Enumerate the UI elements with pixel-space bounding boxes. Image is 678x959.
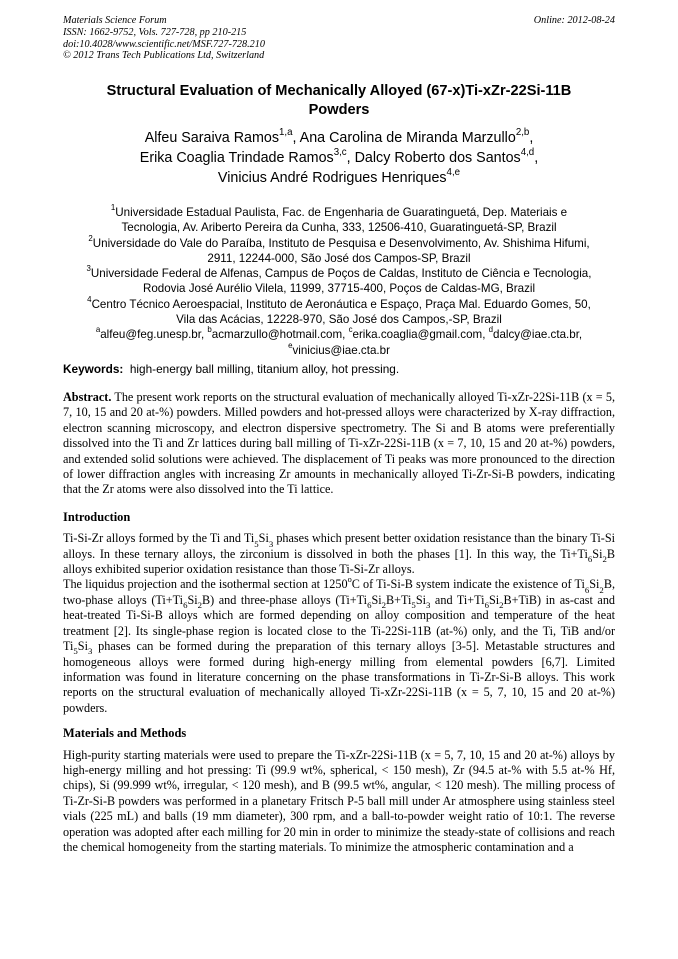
email-address[interactable]: alfeu@feg.unesp.br, xyxy=(100,328,208,342)
author-affil-mark: 4,d xyxy=(520,146,535,158)
text-run: The liquidus projection and the isothermal section at 1250 xyxy=(63,577,348,592)
affiliation-number: 4 xyxy=(87,294,92,304)
subscript: 5 xyxy=(254,538,259,549)
superscript: o xyxy=(347,575,352,585)
author-name: Vinicius André Rodrigues Henriques xyxy=(217,170,447,186)
affiliation-text: Universidade Estadual Paulista, Fac. de Engenharia de Guaratinguetá, Dep. Materiais e xyxy=(115,206,568,219)
author-line-1 xyxy=(63,128,615,148)
affiliation-4 xyxy=(60,294,618,312)
author-name: , Dalcy Roberto dos Santos xyxy=(346,150,521,166)
email-address[interactable]: acmarzullo@hotmail.com, xyxy=(211,328,349,342)
text-run: Si xyxy=(258,531,269,546)
subscript: 3 xyxy=(268,538,274,549)
text-run: B+Ti xyxy=(386,592,412,607)
affiliation-text: Universidade Federal de Alfenas, Campus de Poços de Caldas, Instituto de Ciência e Tecnologia, xyxy=(90,267,592,281)
email-address[interactable]: dalcy@iae.cta.br, xyxy=(493,328,583,342)
affiliation-4-cont: Vila das Acácias, 12228-970, São José dos Campos,-SP, Brazil xyxy=(176,313,502,327)
text-run: phases can be formed during the preparation of this ternary alloys [3-5]. Metastable structures and homogeneous alloys were formed during high-energy milling from elemental powders [6,7]. Limited information was found in literature concerning on the phase transformations in Ti-Zr-Si-B alloys. This work reports on the structural evaluation of mechanically alloyed Ti-xZr-22Si-11B (x = 5, 7, 10, 15 and 20 at-%) powders. xyxy=(63,639,615,715)
subscript: 6 xyxy=(183,600,188,611)
author-name: Erika Coaglia Trindade Ramos xyxy=(139,150,334,166)
text-run: Si xyxy=(371,592,382,607)
affiliation-2 xyxy=(60,233,618,251)
text-run: and Ti+Ti xyxy=(430,592,485,607)
author-separator: , xyxy=(534,150,539,166)
introduction-heading: Introduction xyxy=(63,509,131,524)
text-run: B alloys exhibited superior oxidation resistance than those Ti-Si-Zr alloys. xyxy=(63,546,615,577)
text-run: Si xyxy=(589,577,600,592)
subscript: 2 xyxy=(599,584,604,595)
email-address[interactable]: vinicius@iae.cta.br xyxy=(292,343,390,357)
author-line-3 xyxy=(63,168,615,188)
author-separator: , xyxy=(529,130,534,146)
journal-name: Materials Science Forum xyxy=(63,15,167,26)
author-affil-mark: 4,e xyxy=(446,166,461,178)
email-address[interactable]: erika.coaglia@gmail.com, xyxy=(352,328,489,342)
email-mark: b xyxy=(207,325,212,335)
author-affil-mark: 1,a xyxy=(278,126,293,138)
methods-paragraph-1: High-purity starting materials were used to prepare the Ti-xZr-22Si-11B (x = 5, 7, 10, 15 and 20 at-%) alloys by high-energy milling and hot pressing: Ti (99.9 wt%, spherical, < 150 mesh), Zr (94.5 at-% with 5.5 at-% Hf, chips), Si (99.999 wt%, irregular, < 120 mesh), and B (99.5 wt%, angular, < 120 mesh). The milling process of Ti-Zr-Si-B powders was performed in a planetary Fritsch P-5 ball mill under Ar atmosphere using stainless steel vials (225 mL) and balls (19 mm diameter), 300 rpm, and a ball-to-powder weight ratio of 10:1. The reverse operation was adopted after each milling for 20 min in order to minimize the steady-state of collisions and reach the chemical homogeneity from the starting materials. To minimize the atmospheric contamination and a xyxy=(63,747,615,854)
journal-header xyxy=(63,15,615,62)
text-run: B, two-phase alloys (Ti+Ti xyxy=(63,577,615,607)
affiliation-number: 1 xyxy=(110,202,116,212)
subscript: 2 xyxy=(602,553,607,564)
author-affil-mark: 3,c xyxy=(333,146,347,158)
text-run: Si xyxy=(187,592,198,607)
affiliations xyxy=(60,202,618,358)
paper-title xyxy=(63,82,615,120)
issn-line: ISSN: 1662-9752, Vols. 727-728, pp 210-215 xyxy=(63,26,247,38)
subscript: 6 xyxy=(587,553,593,564)
email-mark: c xyxy=(348,325,353,335)
copyright-line: © 2012 Trans Tech Publications Ltd, Switzerland xyxy=(63,50,265,62)
affiliation-3-cont: Rodovia José Aurélio Vilela, 11999, 37715-400, Poços de Caldas-MG, Brazil xyxy=(142,282,536,296)
subscript: 6 xyxy=(367,600,372,611)
text-run: C of Ti-Si-B system indicate the existence of Ti xyxy=(351,577,585,592)
online-date: Online: 2012-08-24 xyxy=(533,15,615,26)
text-run: Si xyxy=(415,592,426,607)
email-mark: d xyxy=(488,325,494,335)
subscript: 5 xyxy=(73,646,78,657)
title-line-2: Powders xyxy=(308,102,370,118)
text-run: Ti-Si-Zr alloys formed by the Ti and Ti xyxy=(63,531,255,546)
abstract-label: Abstract. xyxy=(63,390,112,404)
author-name: , Ana Carolina de Miranda Marzullo xyxy=(292,130,516,146)
affiliation-1 xyxy=(60,202,618,220)
subscript: 3 xyxy=(425,600,431,611)
abstract-text: The present work reports on the structural evaluation of mechanically alloyed Ti-xZr-22Si-11B (x = 5, 7, 10, 15 and 20 at-%) powders. Milled powders and hot-pressed alloys were characterized by X-ray diffraction, electron scanning microscopy, and electron dispersive spectrometry. The Si and B atoms were preferentially dissolved into the Ti and Zr lattices during ball milling of Ti-xZr-22Si-11B (x = 7, 10, 15 and 20 at-%) powders, and extended solid solutions were achieved. The displacement of Ti peaks was more pronounced to the direction of lower diffraction angles with increasing Zr amounts in mechanically alloyed Ti-Zr-Si-B powders, indicating that the Zr atoms were also dissolved into the Ti lattice. xyxy=(63,390,615,497)
introduction-paragraph-1 xyxy=(63,531,615,577)
affiliation-number: 2 xyxy=(88,233,93,243)
affiliation-text: Centro Técnico Aeroespacial, Instituto de Aeronáutica e Espaço, Praça Mal. Eduardo Gomes, 50, xyxy=(91,297,591,311)
subscript: 2 xyxy=(499,600,504,611)
subscript: 2 xyxy=(197,600,203,611)
text-run: Si xyxy=(592,546,603,561)
subscript: 6 xyxy=(484,600,489,611)
author-name: Alfeu Saraiva Ramos xyxy=(144,130,279,146)
keywords xyxy=(63,362,615,377)
affiliation-2-cont: 2911, 12244-000, São José dos Campos-SP, Brazil xyxy=(207,251,471,265)
affiliation-1-cont: Tecnologia, Av. Ariberto Pereira da Cunha, 333, 12506-410, Guaratinguetá-SP, Brazil xyxy=(121,221,557,235)
text-run: Si xyxy=(77,639,88,654)
subscript: 2 xyxy=(381,600,387,611)
author-line-2 xyxy=(63,148,615,168)
author-affil-mark: 2,b xyxy=(515,126,530,138)
email-mark: e xyxy=(288,340,293,350)
abstract xyxy=(63,390,615,498)
author-list xyxy=(63,128,615,188)
subscript: 3 xyxy=(87,646,93,657)
affiliation-3 xyxy=(60,266,618,281)
title-line-1: Structural Evaluation of Mechanically Alloyed (67-x)Ti-xZr-22Si-11B xyxy=(106,83,572,99)
email-mark: a xyxy=(95,325,101,335)
keywords-label: Keywords: xyxy=(63,362,124,376)
doi-line[interactable]: doi:10.4028/www.scientific.net/MSF.727-728.210 xyxy=(63,38,265,50)
keywords-text: high-energy ball milling, titanium alloy, hot pressing. xyxy=(123,362,400,376)
affiliation-number: 3 xyxy=(86,264,91,274)
subscript: 6 xyxy=(584,584,590,595)
text-run: B) and three-phase alloys (Ti+Ti xyxy=(202,592,368,607)
text-run: Si xyxy=(488,592,500,607)
subscript: 5 xyxy=(411,600,416,611)
methods-heading: Materials and Methods xyxy=(63,726,187,741)
email-line-1 xyxy=(60,327,618,342)
email-line-2 xyxy=(60,340,618,358)
text-run: phases which present better oxidation resistance than the binary Ti-Si alloys. In these ternary alloys, the zirconium is dissolved in both the phases [1]. In this way, the Ti+Ti xyxy=(63,531,616,561)
introduction-paragraph-2 xyxy=(63,577,615,716)
text-run: B+TiB) in as-cast and heat-treated Ti-Si-B alloys which are formed depending on alloy composition and temperature of the heat treatment [2]. Its single-phase region is located close to the Ti-22Si-11B (at-%) only, and the Ti, TiB and/or Ti xyxy=(63,592,616,654)
paper-body xyxy=(63,390,615,855)
affiliation-text: Universidade do Vale do Paraíba, Instituto de Pesquisa e Desenvolvimento, Av. Shishima Hifumi, xyxy=(92,236,590,250)
